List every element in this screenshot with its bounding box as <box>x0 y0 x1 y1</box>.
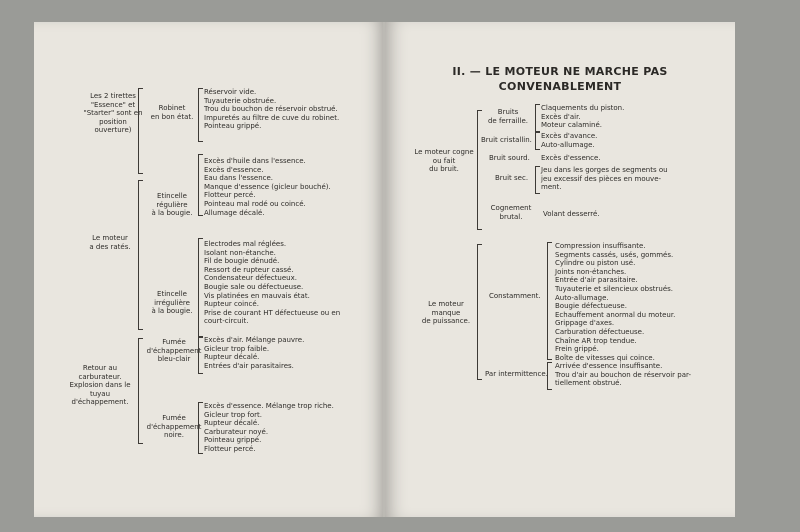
text-line: Claquements du piston. <box>541 104 625 112</box>
node-retour-carburateur <box>62 364 138 407</box>
text-line: Pointeau mal rodé ou coincé. <box>204 199 306 208</box>
text-line: Pointeau grippé. <box>204 122 262 131</box>
bracket <box>138 88 143 174</box>
text-line: ou fait <box>432 156 456 165</box>
text-line: Excès d'essence. Mélange trop riche. <box>204 402 334 410</box>
text-line: Joints non-étanches. <box>555 267 627 276</box>
text-line: Excès d'essence. <box>541 154 601 162</box>
text-line: carburateur. <box>78 372 122 381</box>
bracket <box>198 154 203 216</box>
text-line: Excès d'air. <box>541 112 581 121</box>
text-line: Echauffement anormal du moteur. <box>555 310 676 319</box>
text-line: brutal. <box>499 212 523 221</box>
text-line: Réservoir vide. <box>204 88 257 96</box>
section-title: II. — LE MOTEUR NE MARCHE PAS <box>452 65 668 78</box>
bracket <box>547 242 552 360</box>
list-intermittence-causes <box>555 362 691 388</box>
text-line: ouverture) <box>94 126 132 135</box>
text-line: Excès d'avance. <box>541 132 598 140</box>
text-line: Etincelle <box>157 192 187 200</box>
list-cognement-causes <box>543 210 600 219</box>
text-line: Arrivée d'essence insuffisante. <box>555 362 663 370</box>
text-line: Chaîne AR trop tendue. <box>555 336 637 345</box>
node-tirettes <box>80 92 146 135</box>
node-constamment: Constamment. <box>489 292 541 300</box>
bracket <box>198 238 203 338</box>
text-line: Excès d'essence. <box>204 165 264 174</box>
text-line: Eau dans l'essence. <box>204 174 274 183</box>
text-line: Fil de bougie dénudé. <box>204 257 280 266</box>
text-line: Cognement <box>490 204 532 212</box>
text-line: Isolant non-étanche. <box>204 248 276 257</box>
text-line: Rupteur coincé. <box>204 300 259 309</box>
text-line: Prise de courant HT défectueuse ou en <box>204 308 341 317</box>
text-line: "Essence" et <box>90 100 136 109</box>
text-line: Tuyauterie et silencieux obstrués. <box>555 284 673 293</box>
bracket <box>477 110 482 230</box>
text-line: Grippage d'axes. <box>555 319 615 328</box>
text-line: a des ratés. <box>89 242 131 251</box>
bracket <box>198 336 203 374</box>
node-cognement-brutal <box>485 204 537 221</box>
text-line: Robinet <box>158 104 186 112</box>
text-line: Bougie sale ou défectueuse. <box>204 282 304 291</box>
list-etincelle-irreguliere-causes <box>204 240 340 326</box>
node-etincelle-reguliere <box>142 192 202 218</box>
text-line: d'échappement. <box>71 398 129 407</box>
text-line: Fumée <box>162 414 186 422</box>
list-sec-causes <box>541 166 668 192</box>
text-line: de ferraille. <box>487 116 529 125</box>
text-line: Auto-allumage. <box>555 293 609 302</box>
node-moteur-cogne <box>409 148 479 174</box>
text-line: court-circuit. <box>204 317 249 326</box>
text-line: Rupteur décalé. <box>204 419 260 428</box>
text-line: Explosion dans le <box>69 381 131 390</box>
list-fumee-noire-causes <box>204 402 334 454</box>
node-bruits-ferraille <box>481 108 535 125</box>
text-line: Vis platinées en mauvais état. <box>204 291 310 300</box>
node-fumee-noire <box>142 414 206 440</box>
text-line: ment. <box>541 183 562 192</box>
text-line: Gicleur trop faible. <box>204 344 270 353</box>
list-robinet-causes <box>204 88 339 131</box>
right-page <box>385 22 735 517</box>
text-line: Pointeau grippé. <box>204 436 262 445</box>
text-line: Entrée d'air parasitaire. <box>555 276 638 285</box>
bracket <box>198 402 203 454</box>
text-line: bleu-clair <box>157 355 191 364</box>
text-line: Entrées d'air parasitaires. <box>204 361 294 370</box>
list-constamment-causes <box>555 242 675 362</box>
text-line: de puissance. <box>421 317 471 326</box>
bracket <box>535 166 540 194</box>
node-fumee-bleu <box>142 338 206 364</box>
text-line: Etincelle <box>157 290 187 298</box>
bracket <box>477 244 482 380</box>
text-line: régulière <box>156 200 188 209</box>
text-line: Les 2 tirettes <box>90 92 136 100</box>
bracket <box>198 88 203 142</box>
node-par-intermittence: Par intermittence. <box>485 370 548 378</box>
text-line: Boîte de vitesses qui coince. <box>555 353 655 362</box>
text-line: d'échappement <box>146 346 202 355</box>
text-line: Manque d'essence (gicleur bouché). <box>204 182 331 191</box>
text-line: Tuyauterie obstruée. <box>204 96 277 105</box>
text-line: Auto-allumage. <box>541 140 595 149</box>
text-line: Allumage décalé. <box>204 208 265 217</box>
text-line: jeu excessif des pièces en mouve- <box>541 174 662 183</box>
text-line: Carburateur noyé. <box>204 427 269 436</box>
text-line: Fumée <box>162 338 186 346</box>
node-manque-puissance <box>413 300 479 326</box>
text-line: Le moteur cogne <box>414 148 474 156</box>
node-moteur-rates <box>80 234 140 251</box>
text-line: Flotteur percé. <box>204 191 256 200</box>
node-bruit-sourd: Bruit sourd. <box>489 154 530 162</box>
list-sourd-causes <box>541 154 601 163</box>
text-line: manque <box>431 308 461 317</box>
section-subtitle: CONVENABLEMENT <box>498 80 622 93</box>
text-line: d'échappement <box>146 422 202 431</box>
text-line: Carburation défectueuse. <box>555 327 645 336</box>
text-line: irrégulière <box>154 298 190 307</box>
text-line: Compression insuffisante. <box>555 242 646 250</box>
bracket <box>547 362 552 390</box>
node-bruit-cristallin: Bruit cristallin. <box>481 136 532 144</box>
bracket <box>535 104 540 132</box>
text-line: Le moteur <box>428 300 464 308</box>
text-line: tuyau <box>89 389 111 398</box>
text-line: Excès d'air. Mélange pauvre. <box>204 336 305 344</box>
text-line: Le moteur <box>92 234 128 242</box>
text-line: Bruits <box>497 108 519 116</box>
text-line: Gicleur trop fort. <box>204 410 263 419</box>
list-etincelle-reguliere-causes <box>204 157 331 217</box>
text-line: Retour au <box>82 364 118 372</box>
text-line: Flotteur percé. <box>204 444 256 453</box>
text-line: Impuretés au filtre de cuve du robinet. <box>204 113 340 122</box>
text-line: Moteur calaminé. <box>541 121 603 130</box>
text-line: noire. <box>164 431 184 440</box>
text-line: Excès d'huile dans l'essence. <box>204 157 306 165</box>
text-line: Rupteur décalé. <box>204 353 260 362</box>
text-line: Trou d'air au bouchon de réservoir par- <box>555 370 691 379</box>
text-line: Electrodes mal réglées. <box>204 240 287 248</box>
text-line: en bon état. <box>150 112 194 121</box>
text-line: Volant desserré. <box>543 210 600 218</box>
node-bruit-sec: Bruit sec. <box>495 174 529 182</box>
text-line: "Starter" sont en <box>83 109 143 118</box>
text-line: du bruit. <box>429 165 459 174</box>
text-line: Frein grippé. <box>555 345 599 354</box>
text-line: à la bougie. <box>151 209 193 218</box>
node-robinet <box>144 104 200 121</box>
left-page <box>34 22 385 517</box>
text-line: tiellement obstrué. <box>555 379 622 388</box>
text-line: Trou du bouchon de réservoir obstrué. <box>204 105 338 114</box>
text-line: position <box>99 117 127 126</box>
text-line: Ressort de rupteur cassé. <box>204 265 294 274</box>
list-fumee-bleu-causes <box>204 336 304 370</box>
text-line: à la bougie. <box>151 307 193 316</box>
node-etincelle-irreguliere <box>142 290 202 316</box>
list-ferraille-causes <box>541 104 624 130</box>
list-cristallin-causes <box>541 132 597 149</box>
text-line: Cylindre ou piston usé. <box>555 259 636 268</box>
text-line: Segments cassés, usés, gommés. <box>555 250 674 259</box>
text-line: Condensateur défectueux. <box>204 274 297 283</box>
text-line: Bougie défectueuse. <box>555 302 627 311</box>
text-line: Jeu dans les gorges de segments ou <box>541 166 668 174</box>
bracket <box>535 132 540 150</box>
